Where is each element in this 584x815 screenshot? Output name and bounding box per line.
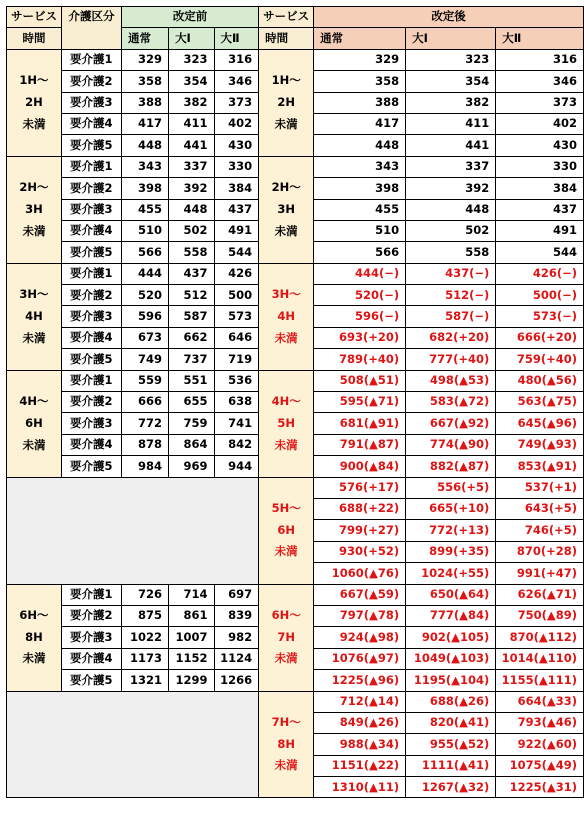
after-value-cell: 566 xyxy=(314,242,406,263)
time-label-line: 2H xyxy=(277,94,295,109)
before-value-cell: 437 xyxy=(214,199,259,220)
before-value-cell: 417 xyxy=(121,113,168,134)
care-level-cell: 要介護5 xyxy=(62,349,122,370)
before-value-cell: 510 xyxy=(121,220,168,241)
table-row xyxy=(7,477,584,498)
after-value-cell: 411 xyxy=(406,113,496,134)
after-value-cell: 563(▲75) xyxy=(496,392,584,413)
care-level-cell: 要介護1 xyxy=(62,156,122,177)
before-value-cell: 448 xyxy=(121,135,168,156)
after-value-cell: 899(+35) xyxy=(406,541,496,562)
before-value-cell: 500 xyxy=(214,285,259,306)
time-label-line: 2H〜 xyxy=(271,179,301,194)
care-level-cell: 要介護4 xyxy=(62,113,122,134)
after-value-cell: 1075(▲49) xyxy=(496,755,584,776)
before-value-cell: 558 xyxy=(169,242,214,263)
before-value-cell: 402 xyxy=(214,113,259,134)
before-value-cell: 373 xyxy=(214,92,259,113)
after-value-cell: 988(▲34) xyxy=(314,734,406,755)
after-value-cell: 712(▲14) xyxy=(314,691,406,712)
before-value-cell: 697 xyxy=(214,584,259,605)
header-before: 改定前 xyxy=(121,7,258,28)
time-label-line: 未満 xyxy=(274,330,298,345)
after-value-cell: 667(▲92) xyxy=(406,413,496,434)
table-row xyxy=(7,49,584,70)
header-before-normal: 通常 xyxy=(121,28,168,49)
after-value-cell: 849(▲26) xyxy=(314,712,406,733)
after-value-cell: 500(−) xyxy=(496,285,584,306)
before-value-cell: 536 xyxy=(214,370,259,391)
after-value-cell: 1060(▲76) xyxy=(314,563,406,584)
time-label-line: 未満 xyxy=(22,223,46,238)
after-value-cell: 388 xyxy=(314,92,406,113)
before-value-cell: 662 xyxy=(169,327,214,348)
after-value-cell: 688(▲26) xyxy=(406,691,496,712)
before-value-cell: 982 xyxy=(214,627,259,648)
after-value-cell: 991(+47) xyxy=(496,563,584,584)
after-time-cell xyxy=(259,584,314,691)
before-value-cell: 714 xyxy=(169,584,214,605)
after-value-cell: 596(−) xyxy=(314,306,406,327)
before-value-cell: 343 xyxy=(121,156,168,177)
time-label-line: 7H〜 xyxy=(271,714,301,729)
after-value-cell: 576(+17) xyxy=(314,477,406,498)
before-value-cell: 969 xyxy=(169,456,214,477)
before-value-cell: 1152 xyxy=(169,648,214,669)
time-label-line: 3H xyxy=(25,201,43,216)
before-value-cell: 1299 xyxy=(169,670,214,691)
after-value-cell: 573(−) xyxy=(496,306,584,327)
care-level-cell: 要介護5 xyxy=(62,135,122,156)
header-row-1 xyxy=(7,7,584,28)
after-value-cell: 749(▲93) xyxy=(496,434,584,455)
after-value-cell: 797(▲78) xyxy=(314,605,406,626)
care-level-cell: 要介護3 xyxy=(62,627,122,648)
after-value-cell: 666(+20) xyxy=(496,327,584,348)
after-value-cell: 681(▲91) xyxy=(314,413,406,434)
after-value-cell: 392 xyxy=(406,178,496,199)
header-care-category: 介護区分 xyxy=(62,7,122,50)
after-value-cell: 583(▲72) xyxy=(406,392,496,413)
before-value-cell: 388 xyxy=(121,92,168,113)
before-value-cell: 596 xyxy=(121,306,168,327)
after-value-cell: 900(▲84) xyxy=(314,456,406,477)
header-service-after: サービス xyxy=(259,7,314,28)
care-level-cell: 要介護2 xyxy=(62,285,122,306)
header-before-large2: 大Ⅱ xyxy=(214,28,259,49)
after-value-cell: 323 xyxy=(406,49,496,70)
care-level-cell: 要介護3 xyxy=(62,413,122,434)
after-value-cell: 556(+5) xyxy=(406,477,496,498)
before-time-cell xyxy=(7,49,62,156)
after-value-cell: 346 xyxy=(496,71,584,92)
time-label-line: 1H〜 xyxy=(271,72,301,87)
after-value-cell: 922(▲60) xyxy=(496,734,584,755)
before-value-cell: 512 xyxy=(169,285,214,306)
table-row xyxy=(7,370,584,391)
before-value-cell: 316 xyxy=(214,49,259,70)
after-value-cell: 1225(▲96) xyxy=(314,670,406,691)
after-value-cell: 870(▲112) xyxy=(496,627,584,648)
before-time-cell xyxy=(7,263,62,370)
before-value-cell: 502 xyxy=(169,220,214,241)
before-value-cell: 1266 xyxy=(214,670,259,691)
after-value-cell: 791(▲87) xyxy=(314,434,406,455)
after-value-cell: 772(+13) xyxy=(406,520,496,541)
header-after-large1: 大Ⅰ xyxy=(406,28,496,49)
care-level-cell: 要介護1 xyxy=(62,584,122,605)
before-value-cell: 726 xyxy=(121,584,168,605)
time-label-line: 未満 xyxy=(274,437,298,452)
after-value-cell: 667(▲59) xyxy=(314,584,406,605)
after-value-cell: 693(+20) xyxy=(314,327,406,348)
header-time: 時間 xyxy=(7,28,62,49)
after-value-cell: 337 xyxy=(406,156,496,177)
after-value-cell: 330 xyxy=(496,156,584,177)
before-value-cell: 337 xyxy=(169,156,214,177)
time-label-line: 未満 xyxy=(274,116,298,131)
after-value-cell: 1267(▲32) xyxy=(406,777,496,798)
time-label-line: 未満 xyxy=(22,116,46,131)
before-value-cell: 384 xyxy=(214,178,259,199)
time-label-line: 1H〜 xyxy=(19,72,49,87)
header-after-large2: 大Ⅱ xyxy=(496,28,584,49)
before-value-cell: 741 xyxy=(214,413,259,434)
before-value-cell: 1124 xyxy=(214,648,259,669)
time-label-line: 4H xyxy=(277,308,295,323)
after-value-cell: 777(+40) xyxy=(406,349,496,370)
after-value-cell: 1225(▲31) xyxy=(496,777,584,798)
after-value-cell: 1155(▲111) xyxy=(496,670,584,691)
after-value-cell: 688(+22) xyxy=(314,498,406,519)
after-value-cell: 645(▲96) xyxy=(496,413,584,434)
after-time-cell xyxy=(259,156,314,263)
care-level-cell: 要介護4 xyxy=(62,327,122,348)
time-label-line: 8H xyxy=(277,736,295,751)
care-level-cell: 要介護3 xyxy=(62,306,122,327)
header-after: 改定後 xyxy=(314,7,584,28)
time-label-line: 未満 xyxy=(274,651,298,666)
after-value-cell: 382 xyxy=(406,92,496,113)
before-value-cell: 984 xyxy=(121,456,168,477)
after-value-cell: 799(+27) xyxy=(314,520,406,541)
after-time-cell xyxy=(259,477,314,584)
after-value-cell: 537(+1) xyxy=(496,477,584,498)
after-value-cell: 1310(▲11) xyxy=(314,777,406,798)
after-value-cell: 777(▲84) xyxy=(406,605,496,626)
before-value-cell: 566 xyxy=(121,242,168,263)
after-value-cell: 820(▲41) xyxy=(406,712,496,733)
after-time-cell xyxy=(259,49,314,156)
time-label-line: 6H〜 xyxy=(271,607,301,622)
time-label-line: 未満 xyxy=(22,330,46,345)
after-value-cell: 955(▲52) xyxy=(406,734,496,755)
before-value-cell: 441 xyxy=(169,135,214,156)
before-value-cell: 875 xyxy=(121,605,168,626)
care-level-cell: 要介護4 xyxy=(62,220,122,241)
before-value-cell: 426 xyxy=(214,263,259,284)
after-value-cell: 544 xyxy=(496,242,584,263)
before-value-cell: 358 xyxy=(121,71,168,92)
before-value-cell: 382 xyxy=(169,92,214,113)
after-value-cell: 1024(+55) xyxy=(406,563,496,584)
after-value-cell: 417 xyxy=(314,113,406,134)
time-label-line: 3H〜 xyxy=(19,286,49,301)
after-value-cell: 558 xyxy=(406,242,496,263)
before-value-cell: 719 xyxy=(214,349,259,370)
after-value-cell: 595(▲71) xyxy=(314,392,406,413)
after-value-cell: 448 xyxy=(406,199,496,220)
after-value-cell: 480(▲56) xyxy=(496,370,584,391)
after-value-cell: 402 xyxy=(496,113,584,134)
after-value-cell: 455 xyxy=(314,199,406,220)
after-value-cell: 1014(▲110) xyxy=(496,648,584,669)
after-value-cell: 1151(▲22) xyxy=(314,755,406,776)
after-value-cell: 384 xyxy=(496,178,584,199)
care-level-cell: 要介護4 xyxy=(62,434,122,455)
after-value-cell: 498(▲53) xyxy=(406,370,496,391)
before-value-cell: 430 xyxy=(214,135,259,156)
after-value-cell: 437(−) xyxy=(406,263,496,284)
before-value-cell: 759 xyxy=(169,413,214,434)
table-row xyxy=(7,263,584,284)
time-label-line: 3H xyxy=(277,201,295,216)
after-value-cell: 510 xyxy=(314,220,406,241)
after-value-cell: 643(+5) xyxy=(496,498,584,519)
after-value-cell: 441 xyxy=(406,135,496,156)
header-after-normal: 通常 xyxy=(314,28,406,49)
time-label-line: 2H〜 xyxy=(19,179,49,194)
after-value-cell: 793(▲46) xyxy=(496,712,584,733)
care-level-cell: 要介護2 xyxy=(62,392,122,413)
time-label-line: 4H xyxy=(25,308,43,323)
after-value-cell: 329 xyxy=(314,49,406,70)
after-value-cell: 358 xyxy=(314,71,406,92)
before-value-cell: 864 xyxy=(169,434,214,455)
before-value-cell: 673 xyxy=(121,327,168,348)
after-time-cell xyxy=(259,691,314,798)
care-level-cell: 要介護2 xyxy=(62,605,122,626)
after-value-cell: 502 xyxy=(406,220,496,241)
after-value-cell: 491 xyxy=(496,220,584,241)
header-service: サービス xyxy=(7,7,62,28)
before-value-cell: 346 xyxy=(214,71,259,92)
care-level-cell: 要介護4 xyxy=(62,648,122,669)
after-value-cell: 520(−) xyxy=(314,285,406,306)
before-value-cell: 437 xyxy=(169,263,214,284)
before-value-cell: 354 xyxy=(169,71,214,92)
time-label-line: 未満 xyxy=(22,651,46,666)
time-label-line: 7H xyxy=(277,629,295,644)
table-row xyxy=(7,156,584,177)
before-value-cell: 573 xyxy=(214,306,259,327)
after-value-cell: 682(+20) xyxy=(406,327,496,348)
before-value-cell: 587 xyxy=(169,306,214,327)
after-value-cell: 665(+10) xyxy=(406,498,496,519)
before-value-cell: 737 xyxy=(169,349,214,370)
after-value-cell: 664(▲33) xyxy=(496,691,584,712)
after-value-cell: 1076(▲97) xyxy=(314,648,406,669)
before-value-cell: 666 xyxy=(121,392,168,413)
fee-comparison-table xyxy=(6,6,584,798)
after-value-cell: 512(−) xyxy=(406,285,496,306)
time-label-line: 未満 xyxy=(22,437,46,452)
time-label-line: 5H〜 xyxy=(271,500,301,515)
before-value-cell: 544 xyxy=(214,242,259,263)
time-label-line: 6H〜 xyxy=(19,607,49,622)
after-value-cell: 448 xyxy=(314,135,406,156)
before-value-cell: 392 xyxy=(169,178,214,199)
after-value-cell: 354 xyxy=(406,71,496,92)
after-value-cell: 508(▲51) xyxy=(314,370,406,391)
after-value-cell: 750(▲89) xyxy=(496,605,584,626)
after-value-cell: 430 xyxy=(496,135,584,156)
after-value-cell: 789(+40) xyxy=(314,349,406,370)
before-value-cell: 551 xyxy=(169,370,214,391)
before-value-cell: 861 xyxy=(169,605,214,626)
time-label-line: 未満 xyxy=(274,544,298,559)
before-value-cell: 878 xyxy=(121,434,168,455)
after-value-cell: 398 xyxy=(314,178,406,199)
time-label-line: 6H xyxy=(277,522,295,537)
header-before-large1: 大Ⅰ xyxy=(169,28,214,49)
care-level-cell: 要介護2 xyxy=(62,71,122,92)
after-value-cell: 626(▲71) xyxy=(496,584,584,605)
header-time-after: 時間 xyxy=(259,28,314,49)
before-value-cell: 444 xyxy=(121,263,168,284)
after-value-cell: 774(▲90) xyxy=(406,434,496,455)
before-value-cell: 1007 xyxy=(169,627,214,648)
before-value-cell: 330 xyxy=(214,156,259,177)
care-level-cell: 要介護2 xyxy=(62,178,122,199)
after-value-cell: 930(+52) xyxy=(314,541,406,562)
care-level-cell: 要介護5 xyxy=(62,456,122,477)
care-level-cell: 要介護3 xyxy=(62,92,122,113)
after-value-cell: 437 xyxy=(496,199,584,220)
before-value-cell: 455 xyxy=(121,199,168,220)
after-value-cell: 759(+40) xyxy=(496,349,584,370)
after-value-cell: 1195(▲104) xyxy=(406,670,496,691)
time-label-line: 3H〜 xyxy=(271,286,301,301)
before-value-cell: 398 xyxy=(121,178,168,199)
before-value-cell: 448 xyxy=(169,199,214,220)
after-time-cell xyxy=(259,370,314,477)
time-label-line: 8H xyxy=(25,629,43,644)
before-value-cell: 749 xyxy=(121,349,168,370)
after-value-cell: 373 xyxy=(496,92,584,113)
after-value-cell: 902(▲105) xyxy=(406,627,496,648)
table-row xyxy=(7,584,584,605)
care-level-cell: 要介護1 xyxy=(62,263,122,284)
before-time-cell xyxy=(7,584,62,691)
before-time-cell xyxy=(7,156,62,263)
time-label-line: 未満 xyxy=(274,223,298,238)
time-label-line: 2H xyxy=(25,94,43,109)
before-value-cell: 1022 xyxy=(121,627,168,648)
care-level-cell: 要介護1 xyxy=(62,370,122,391)
after-value-cell: 882(▲87) xyxy=(406,456,496,477)
after-value-cell: 444(−) xyxy=(314,263,406,284)
before-value-cell: 655 xyxy=(169,392,214,413)
before-value-cell: 411 xyxy=(169,113,214,134)
after-value-cell: 924(▲98) xyxy=(314,627,406,648)
after-value-cell: 343 xyxy=(314,156,406,177)
before-time-cell xyxy=(7,370,62,477)
before-value-cell: 1321 xyxy=(121,670,168,691)
care-level-cell: 要介護3 xyxy=(62,199,122,220)
time-label-line: 4H〜 xyxy=(19,393,49,408)
time-label-line: 未満 xyxy=(274,758,298,773)
time-label-line: 5H xyxy=(277,415,295,430)
care-level-cell: 要介護5 xyxy=(62,242,122,263)
empty-block xyxy=(7,477,259,584)
after-value-cell: 587(−) xyxy=(406,306,496,327)
before-value-cell: 323 xyxy=(169,49,214,70)
after-time-cell xyxy=(259,263,314,370)
time-label-line: 6H xyxy=(25,415,43,430)
before-value-cell: 491 xyxy=(214,220,259,241)
before-value-cell: 329 xyxy=(121,49,168,70)
before-value-cell: 842 xyxy=(214,434,259,455)
empty-block xyxy=(7,691,259,798)
before-value-cell: 839 xyxy=(214,605,259,626)
table-row xyxy=(7,691,584,712)
before-value-cell: 772 xyxy=(121,413,168,434)
before-value-cell: 1173 xyxy=(121,648,168,669)
before-value-cell: 559 xyxy=(121,370,168,391)
after-value-cell: 650(▲64) xyxy=(406,584,496,605)
after-value-cell: 426(−) xyxy=(496,263,584,284)
after-value-cell: 316 xyxy=(496,49,584,70)
before-value-cell: 646 xyxy=(214,327,259,348)
time-label-line: 4H〜 xyxy=(271,393,301,408)
before-value-cell: 638 xyxy=(214,392,259,413)
before-value-cell: 520 xyxy=(121,285,168,306)
care-level-cell: 要介護1 xyxy=(62,49,122,70)
after-value-cell: 1111(▲41) xyxy=(406,755,496,776)
after-value-cell: 1049(▲103) xyxy=(406,648,496,669)
care-level-cell: 要介護5 xyxy=(62,670,122,691)
after-value-cell: 870(+28) xyxy=(496,541,584,562)
after-value-cell: 746(+5) xyxy=(496,520,584,541)
before-value-cell: 944 xyxy=(214,456,259,477)
after-value-cell: 853(▲91) xyxy=(496,456,584,477)
